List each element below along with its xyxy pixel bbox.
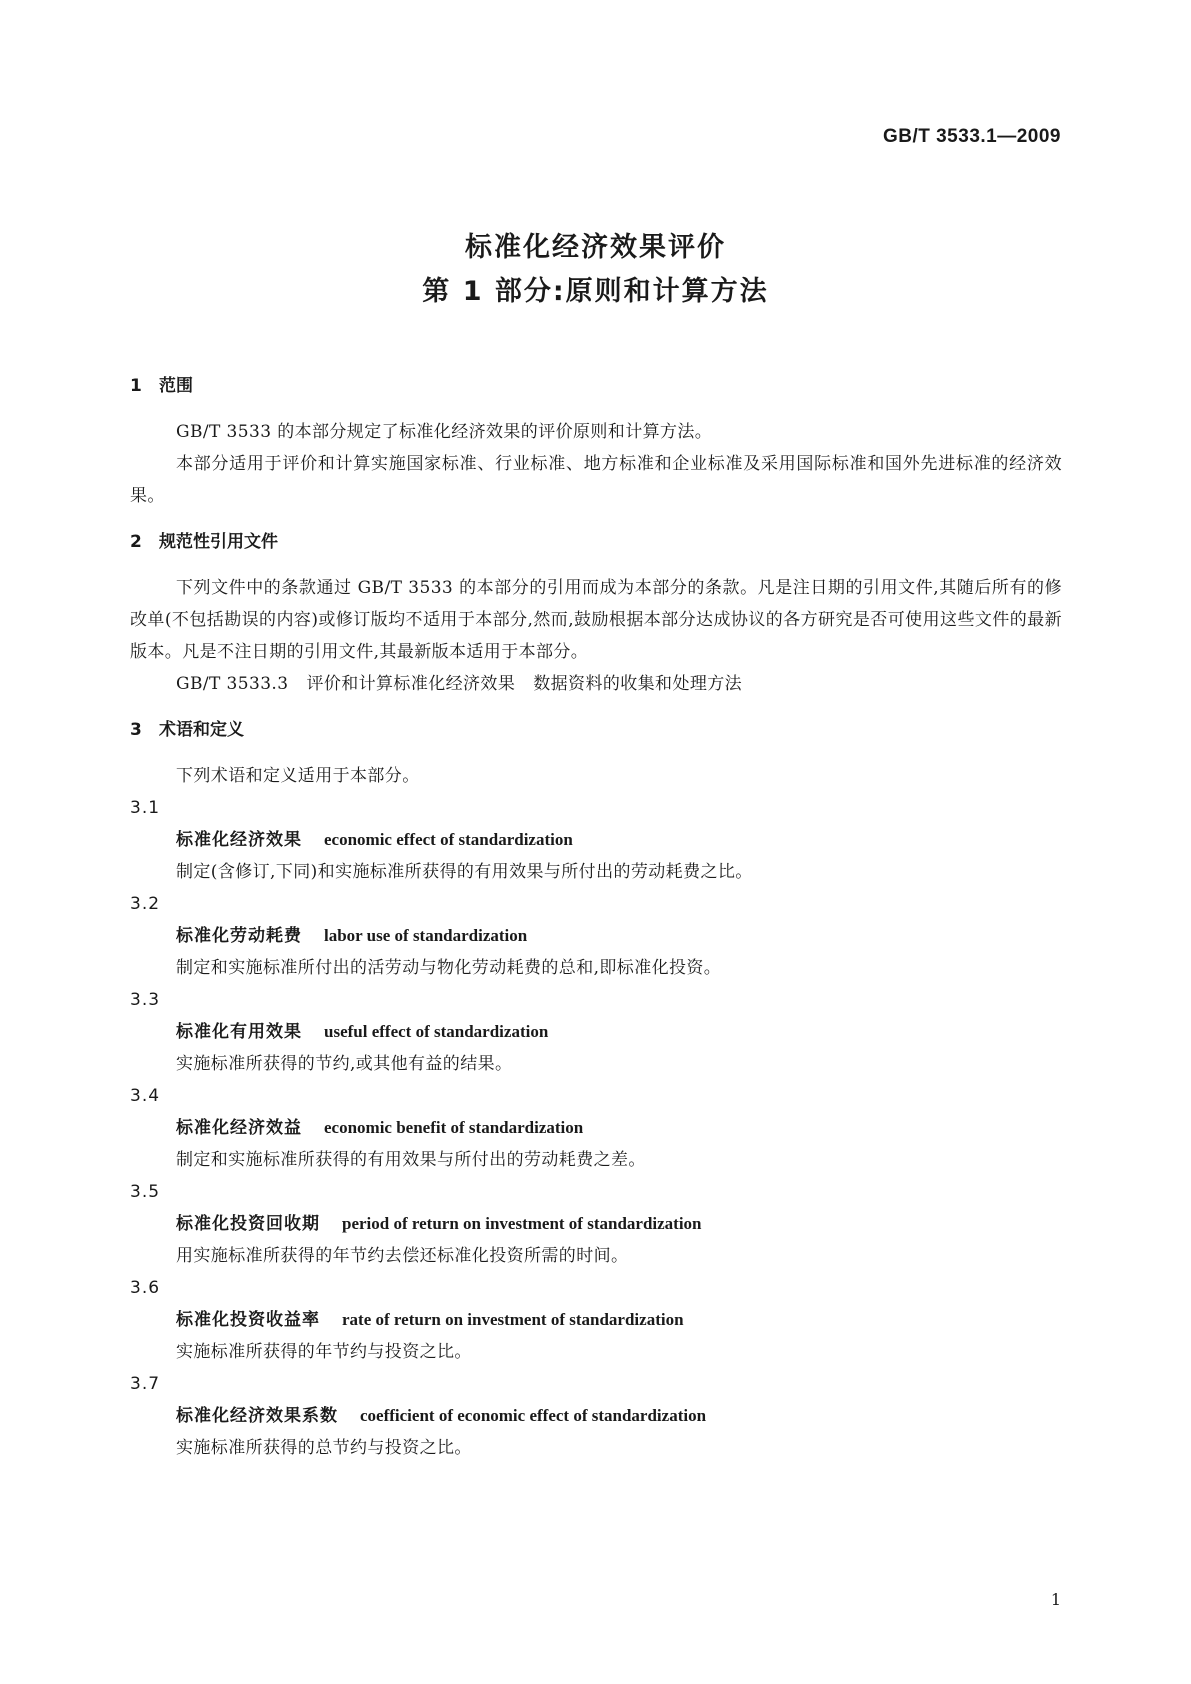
term-entry <box>130 792 1062 888</box>
term-name-zh: 标准化经济效果 <box>176 830 302 850</box>
term-definition: 实施标准所获得的总节约与投资之比。 <box>176 1438 472 1458</box>
term-number: 3.4 <box>130 1086 161 1106</box>
term-name <box>176 1400 1062 1432</box>
references-paragraph: 下列文件中的条款通过 GB/T 3533 的本部分的引用而成为本部分的条款。凡是注日期的引用文件,其随后所有的修改单(不包括勘误的内容)或修订版均不适用于本部分,然而,鼓励根据本部分达成协议的各方研究是否可使用这些文件的最新版本。凡是不注日期的引用文件,其最新版本适用于本部分。 <box>130 578 1062 662</box>
term-name-en: economic effect of standardization <box>324 830 573 849</box>
page-number: 1 <box>1050 1590 1061 1609</box>
term-name-en: coefficient of economic effect of standardization <box>360 1406 707 1425</box>
term-name-zh: 标准化劳动耗费 <box>176 926 302 946</box>
term-definition: 制定(含修订,下同)和实施标准所获得的有用效果与所付出的劳动耗费之比。 <box>176 862 753 882</box>
term-number: 3.1 <box>130 798 161 818</box>
term-name <box>176 824 1062 856</box>
section-number: 2 <box>130 532 142 552</box>
term-name <box>176 1016 1062 1048</box>
term-number: 3.7 <box>130 1374 161 1394</box>
term-name <box>176 1208 1062 1240</box>
section-title: 规范性引用文件 <box>159 532 278 552</box>
term-name <box>176 920 1062 952</box>
terms-intro: 下列术语和定义适用于本部分。 <box>176 766 420 786</box>
reference-entry <box>130 668 1062 700</box>
section-heading-scope <box>130 370 1062 402</box>
section-title: 术语和定义 <box>159 720 244 740</box>
reference-code: GB/T 3533.3 <box>176 674 289 694</box>
term-name-zh: 标准化经济效益 <box>176 1118 302 1138</box>
title-line-1: 标准化经济效果评价 <box>465 232 726 263</box>
term-definition: 实施标准所获得的年节约与投资之比。 <box>176 1342 472 1362</box>
term-entry <box>130 1080 1062 1176</box>
section-number: 1 <box>130 376 142 396</box>
term-number: 3.3 <box>130 990 161 1010</box>
term-name <box>176 1304 1062 1336</box>
scope-paragraph-1: GB/T 3533 的本部分规定了标准化经济效果的评价原则和计算方法。 <box>176 422 713 442</box>
term-name-zh: 标准化有用效果 <box>176 1022 302 1042</box>
term-definition: 制定和实施标准所付出的活劳动与物化劳动耗费的总和,即标准化投资。 <box>176 958 722 978</box>
term-entry <box>130 1272 1062 1368</box>
document-title <box>0 226 1191 314</box>
term-entry <box>130 1368 1062 1464</box>
section-number: 3 <box>130 720 142 740</box>
term-name-en: economic benefit of standardization <box>324 1118 584 1137</box>
section-heading-terms <box>130 714 1062 746</box>
term-entry <box>130 888 1062 984</box>
term-name-en: rate of return on investment of standardization <box>342 1310 684 1329</box>
section-heading-references <box>130 526 1062 558</box>
term-name-en: labor use of standardization <box>324 926 528 945</box>
term-name-en: period of return on investment of standardization <box>342 1214 702 1233</box>
reference-title-a: 评价和计算标准化经济效果 <box>306 674 516 694</box>
title-line-2: 第 1 部分:原则和计算方法 <box>422 276 769 307</box>
term-name-zh: 标准化投资回收期 <box>176 1214 320 1234</box>
term-number: 3.5 <box>130 1182 161 1202</box>
term-name-zh: 标准化经济效果系数 <box>176 1406 338 1426</box>
term-definition: 实施标准所获得的节约,或其他有益的结果。 <box>176 1054 513 1074</box>
term-name <box>176 1112 1062 1144</box>
document-body <box>130 370 1062 1464</box>
term-name-zh: 标准化投资收益率 <box>176 1310 320 1330</box>
term-number: 3.2 <box>130 894 161 914</box>
section-title: 范围 <box>159 376 193 396</box>
term-name-en: useful effect of standardization <box>324 1022 549 1041</box>
term-definition: 用实施标准所获得的年节约去偿还标准化投资所需的时间。 <box>176 1246 629 1266</box>
reference-title-b: 数据资料的收集和处理方法 <box>533 674 743 694</box>
term-definition: 制定和实施标准所获得的有用效果与所付出的劳动耗费之差。 <box>176 1150 646 1170</box>
term-entry <box>130 1176 1062 1272</box>
term-entry <box>130 984 1062 1080</box>
scope-paragraph-2: 本部分适用于评价和计算实施国家标准、行业标准、地方标准和企业标准及采用国际标准和国外先进标准的经济效果。 <box>130 454 1062 506</box>
term-number: 3.6 <box>130 1278 161 1298</box>
standard-code: GB/T 3533.1—2009 <box>882 126 1061 147</box>
